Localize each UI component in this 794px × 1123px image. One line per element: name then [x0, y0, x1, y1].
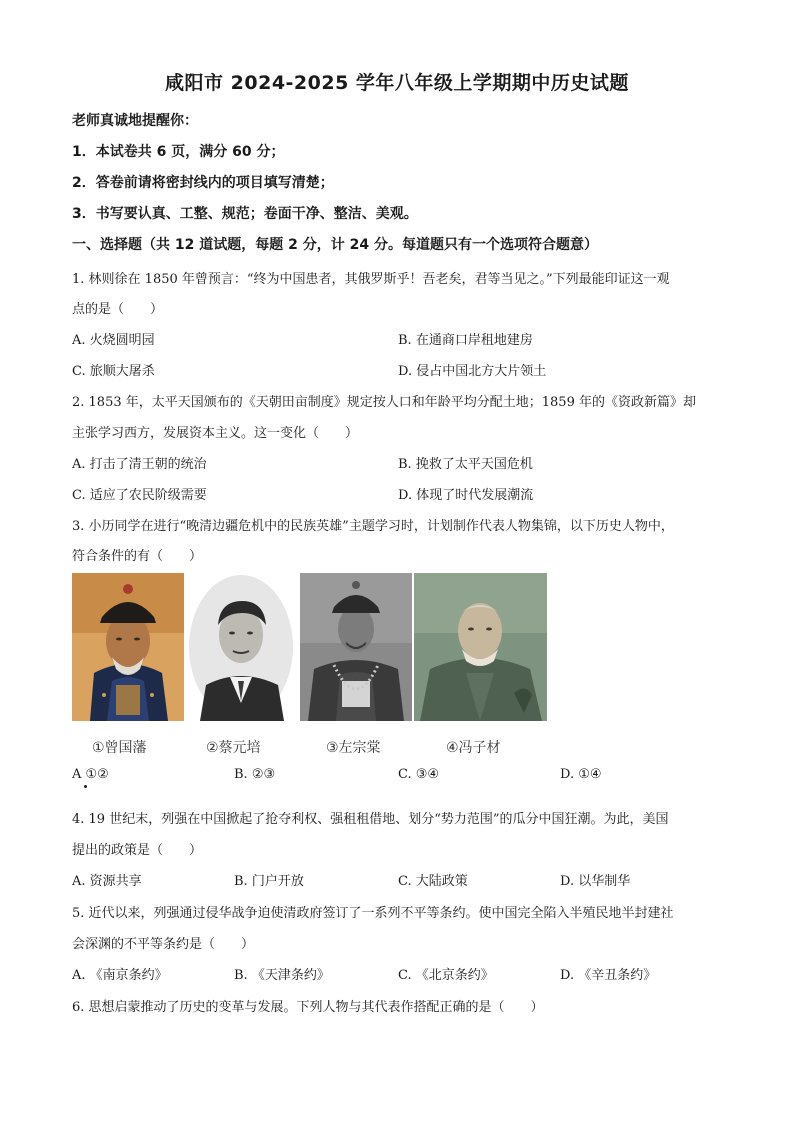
q2-stem-line2: 主张学习西方，发展资本主义。这一变化（ ） [72, 426, 359, 441]
page-title: 咸阳市 2024-2025 学年八年级上学期期中历史试题 [165, 72, 629, 94]
q4-option-d: D. 以华制华 [560, 874, 631, 889]
q4-option-b: B. 门户开放 [234, 874, 304, 889]
q1-stem-line1: 1. 林则徐在 1850 年曾预言：“终为中国患者，其俄罗斯乎！吾老矣，君等当见之。”下列最能印证这一观 [72, 272, 670, 287]
q3-option-a: A ①② [72, 767, 109, 782]
q5-stem-line2: 会深渊的不平等条约是（ ） [72, 937, 255, 952]
portrait-image-3 [300, 573, 412, 721]
q3-stem-line1: 3. 小历同学在进行“晚清边疆危机中的民族英雄”主题学习时，计划制作代表人物集锦，以下历史人物中， [72, 519, 674, 534]
q1-option-b: B. 在通商口岸租地建房 [398, 333, 533, 348]
section-heading: 一、选择题（共 12 道试题，每题 2 分，计 24 分。每道题只有一个选项符合题意） [72, 237, 598, 253]
q4-option-a: A. 资源共享 [72, 874, 142, 889]
q1-option-a: A. 火烧圆明园 [72, 333, 155, 348]
q3-option-c: C. ③④ [398, 767, 440, 782]
q3-option-d: D. ①④ [560, 767, 602, 782]
q2-stem-line1: 2. 1853 年，太平天国颁布的《天朝田亩制度》规定按人口和年龄平均分配土地；1859 年的《资政新篇》却 [72, 395, 696, 410]
q3-option-b: B. ②③ [234, 767, 276, 782]
stray-dot [84, 785, 87, 788]
q3-stem-line2: 符合条件的有（ ） [72, 549, 203, 564]
q4-stem-line2: 提出的政策是（ ） [72, 843, 203, 858]
reminder-item-1: 1．本试卷共 6 页，满分 60 分； [72, 144, 285, 160]
q1-option-d: D. 侵占中国北方大片领土 [398, 364, 547, 379]
portrait-caption-1: ①曾国藩 [92, 740, 147, 756]
q2-option-a: A. 打击了清王朝的统治 [72, 457, 207, 472]
portrait-image-1 [72, 573, 184, 721]
reminder-heading: 老师真诚地提醒你： [72, 113, 198, 129]
portrait-caption-2: ②蔡元培 [206, 740, 261, 756]
portrait-image-4 [414, 573, 547, 721]
q2-option-d: D. 体现了时代发展潮流 [398, 488, 534, 503]
portrait-caption-3: ③左宗棠 [326, 740, 381, 756]
q6-stem-line1: 6. 思想启蒙推动了历史的变革与发展。下列人物与其代表作搭配正确的是（ ） [72, 1000, 544, 1015]
portrait-image-2 [186, 573, 297, 721]
q4-stem-line1: 4. 19 世纪末，列强在中国掀起了抢夺利权、强租租借地、划分“势力范围”的瓜分中国狂潮。为此，美国 [72, 812, 669, 827]
q1-stem-line2: 点的是（ ） [72, 302, 164, 317]
q2-option-c: C. 适应了农民阶级需要 [72, 488, 207, 503]
q2-option-b: B. 挽救了太平天国危机 [398, 457, 533, 472]
reminder-item-2: 2．答卷前请将密封线内的项目填写清楚； [72, 175, 334, 191]
q5-stem-line1: 5. 近代以来，列强通过侵华战争迫使清政府签订了一系列不平等条约。使中国完全陷入半殖民地半封建社 [72, 906, 674, 921]
q5-option-d: D. 《辛丑条约》 [560, 968, 657, 983]
reminder-item-3: 3．书写要认真、工整、规范；卷面干净、整洁、美观。 [72, 206, 418, 222]
portrait-caption-4: ④冯子材 [446, 740, 501, 756]
q5-option-b: B. 《天津条约》 [234, 968, 330, 983]
q4-option-c: C. 大陆政策 [398, 874, 468, 889]
q5-option-a: A. 《南京条约》 [72, 968, 168, 983]
q5-option-c: C. 《北京条约》 [398, 968, 494, 983]
q1-option-c: C. 旅顺大屠杀 [72, 364, 155, 379]
